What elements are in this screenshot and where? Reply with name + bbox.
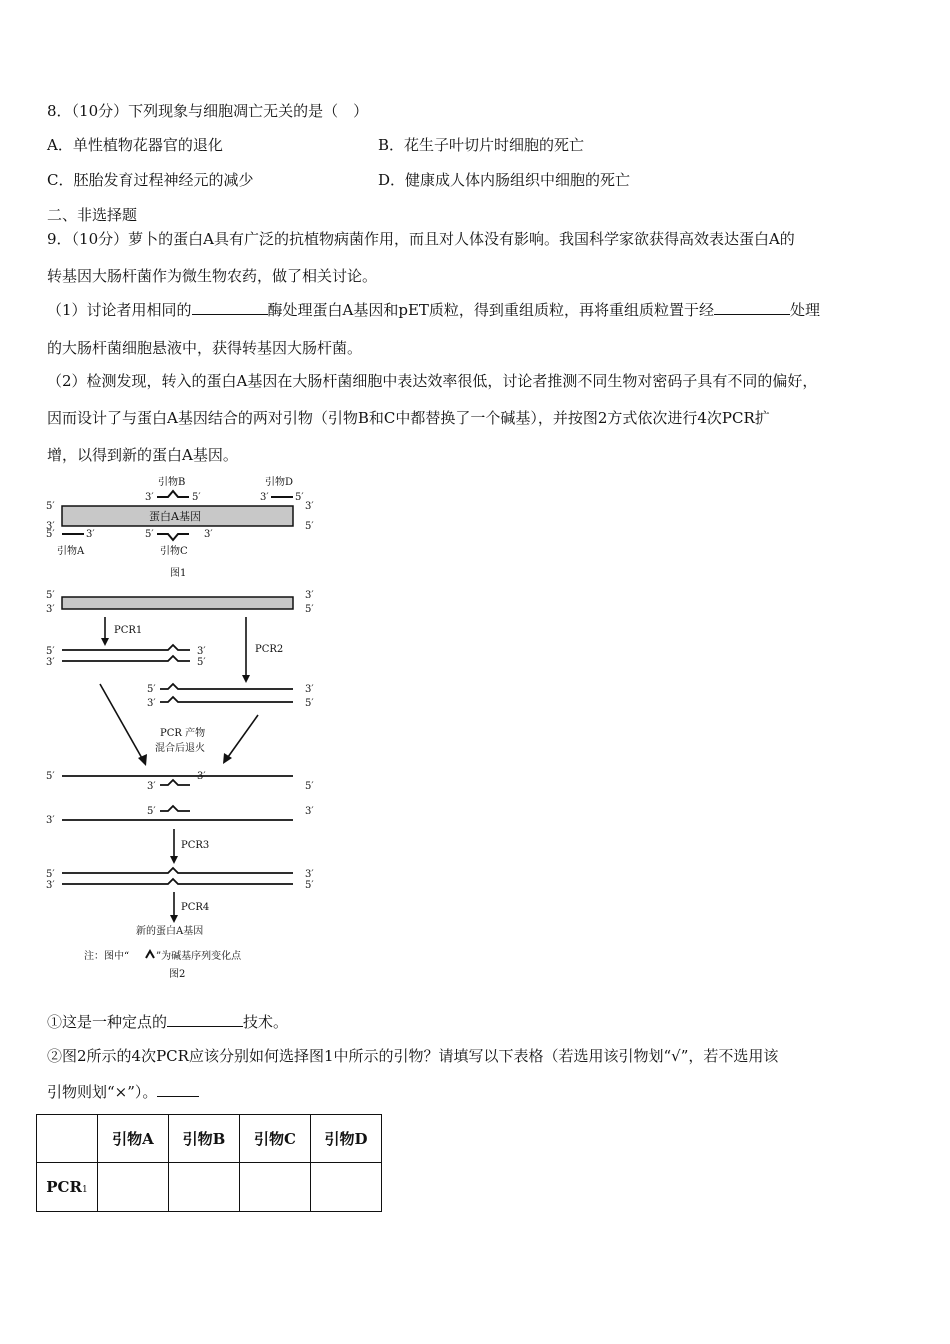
- mix-arrow-left: [100, 684, 147, 766]
- q9-part1-line1: [47, 300, 820, 320]
- pcr3-5end-b: 5′: [305, 880, 314, 891]
- label-pcr4: PCR4: [181, 902, 210, 913]
- template-band: [62, 597, 293, 609]
- section-heading: 二、非选择题: [47, 206, 138, 224]
- table-header-primer-c: 引物C: [240, 1115, 311, 1163]
- pcr-diagram: [0, 474, 340, 984]
- q9-part1-text-c: 处理: [789, 301, 820, 319]
- primer-a-5end: 5′: [46, 529, 55, 540]
- q9-sub1-text-a: ①这是一种定点的: [47, 1013, 168, 1031]
- primer-b-mark: [157, 491, 189, 497]
- template-3end: 3′: [305, 590, 314, 601]
- pcr2-bottom-5end: 5′: [305, 698, 314, 709]
- annealed1-3end-l: 3′: [147, 781, 156, 792]
- table-header-primer-b: 引物B: [169, 1115, 240, 1163]
- pcr2-arrow: [242, 617, 250, 683]
- primer-c-mark: [157, 534, 189, 540]
- label-new-gene: 新的蛋白A基因: [136, 926, 204, 937]
- primer-d-5end: 5′: [295, 492, 304, 503]
- q9-sub2-line1: ②图2所示的4次PCR应该分别如何选择图1中所示的引物？请填写以下表格（若选用该引物划“√”，若不选用该: [47, 1047, 779, 1065]
- q9-sub1: [47, 1012, 288, 1032]
- gene-bottom-5end: 5′: [305, 521, 314, 532]
- template-3end-b: 3′: [46, 604, 55, 615]
- mix-arrow-right: [223, 715, 258, 764]
- q9-part1-text-a: （1）讨论者用相同的: [47, 301, 192, 319]
- answer-blank-enzyme[interactable]: [192, 300, 268, 315]
- pcr3-3end: 3′: [305, 869, 314, 880]
- pcr3-5end: 5′: [46, 869, 55, 880]
- fig1-caption: 图1: [170, 568, 187, 579]
- q9-part1-text-b: 酶处理蛋白A基因和pET质粒，得到重组质粒，再将重组质粒置于经: [267, 301, 714, 319]
- table-header-primer-d: 引物D: [311, 1115, 382, 1163]
- table-cell-pcr1-b[interactable]: [169, 1163, 240, 1212]
- q9-stem-line1: 9．（10分）萝卜的蛋白A具有广泛的抗植物病菌作用，而且对人体没有影响。我国科学家欲获得高效表达蛋白A的: [47, 230, 795, 248]
- fig2-caption: 图2: [169, 969, 186, 980]
- label-primer-b: 引物B: [158, 477, 186, 488]
- annealed1-5end-r: 5′: [305, 781, 314, 792]
- answer-blank-treatment[interactable]: [714, 300, 790, 315]
- primer-b-5end: 5′: [192, 492, 201, 503]
- q9-part2-line3: 增，以得到新的蛋白A基因。: [47, 446, 238, 464]
- table-corner-cell: [37, 1115, 98, 1163]
- q8-stem: 8．（10分）下列现象与细胞凋亡无关的是（ ）: [47, 102, 369, 120]
- pcr2-top-3end: 3′: [305, 684, 314, 695]
- q9-stem-line2: 转基因大肠杆菌作为微生物农药，做了相关讨论。: [47, 267, 378, 285]
- gene-top-3end: 3′: [305, 501, 314, 512]
- annealed2-5end-l: 5′: [147, 806, 156, 817]
- label-primer-c: 引物C: [160, 546, 188, 557]
- q9-sub1-text-b: 技术。: [243, 1013, 289, 1031]
- mutation-mark-icon: [146, 951, 154, 958]
- pcr4-arrow: [170, 892, 178, 923]
- primer-d-3end: 3′: [260, 492, 269, 503]
- q9-part2-line2: 因而设计了与蛋白A基因结合的两对引物（引物B和C中都替换了一个碱基），并按图2方式依次进行4次PCR扩: [47, 409, 770, 427]
- primer-c-3end: 3′: [204, 529, 213, 540]
- table-cell-pcr1-d[interactable]: [311, 1163, 382, 1212]
- table-row-label-pcr1: PCR1: [37, 1163, 98, 1212]
- q8-option-b[interactable]: B．花生子叶切片时细胞的死亡: [378, 136, 585, 154]
- pcr2-top-5end: 5′: [147, 684, 156, 695]
- pcr1-product: [62, 645, 190, 661]
- table-header-primer-a: 引物A: [98, 1115, 169, 1163]
- template-5end: 5′: [46, 590, 55, 601]
- label-mix-line2: 混合后退火: [155, 743, 205, 754]
- q9-sub2-text: 引物则划“×”）。: [47, 1083, 158, 1101]
- q9-part1-line2: 的大肠杆菌细胞悬液中，获得转基因大肠杆菌。: [47, 339, 363, 357]
- pcr3-arrow: [170, 829, 178, 864]
- pcr3-product: [62, 868, 293, 884]
- primer-table: [36, 1114, 382, 1212]
- label-primer-d: 引物D: [265, 477, 294, 488]
- annealed1-3end-m: 3′: [197, 771, 206, 782]
- q8-option-a[interactable]: A．单性植物花器官的退化: [47, 136, 223, 154]
- primer-a-3end: 3′: [86, 529, 95, 540]
- annealed-pair-2: [62, 806, 293, 820]
- annealed-pair-1: [62, 776, 293, 785]
- label-mix-line1: PCR 产物: [160, 728, 206, 739]
- primer-b-3end: 3′: [145, 492, 154, 503]
- annealed1-5end: 5′: [46, 771, 55, 782]
- table-cell-pcr1-c[interactable]: [240, 1163, 311, 1212]
- q9-sub2-line2: [47, 1082, 199, 1102]
- gene-top-5end: 5′: [46, 501, 55, 512]
- primer-c-5end: 5′: [145, 529, 154, 540]
- annealed2-3end-r: 3′: [305, 806, 314, 817]
- gene-bottom-3end: 3′: [46, 521, 55, 532]
- label-gene-a: 蛋白A基因: [149, 510, 201, 523]
- answer-blank-technique[interactable]: [167, 1012, 243, 1027]
- pcr2-bottom-3end: 3′: [147, 698, 156, 709]
- pcr1-arrow: [101, 617, 109, 646]
- pcr1-bottom-5end: 5′: [197, 657, 206, 668]
- label-primer-a: 引物A: [57, 546, 85, 557]
- label-pcr1: PCR1: [114, 625, 143, 636]
- table-cell-pcr1-a[interactable]: [98, 1163, 169, 1212]
- q9-part2-line1: （2）检测发现，转入的蛋白A基因在大肠杆菌细胞中表达效率很低，讨论者推测不同生物对密码子具有不同的偏好，: [47, 372, 818, 390]
- label-pcr2: PCR2: [255, 644, 284, 655]
- pcr1-bottom-3end: 3′: [46, 657, 55, 668]
- pcr1-top-5end: 5′: [46, 646, 55, 657]
- answer-blank-table[interactable]: [157, 1082, 199, 1097]
- annealed2-3end: 3′: [46, 815, 55, 826]
- q8-option-d[interactable]: D．健康成人体内肠组织中细胞的死亡: [378, 171, 631, 189]
- label-pcr3: PCR3: [181, 840, 210, 851]
- q8-option-c[interactable]: C．胚胎发育过程神经元的减少: [47, 171, 254, 189]
- pcr1-top-3end: 3′: [197, 646, 206, 657]
- pcr2-product: [160, 684, 293, 702]
- template-5end-b: 5′: [305, 604, 314, 615]
- note-text-a: 注：图中“: [84, 951, 130, 962]
- pcr3-3end-b: 3′: [46, 880, 55, 891]
- note-text-b: ”为碱基序列变化点: [156, 951, 242, 962]
